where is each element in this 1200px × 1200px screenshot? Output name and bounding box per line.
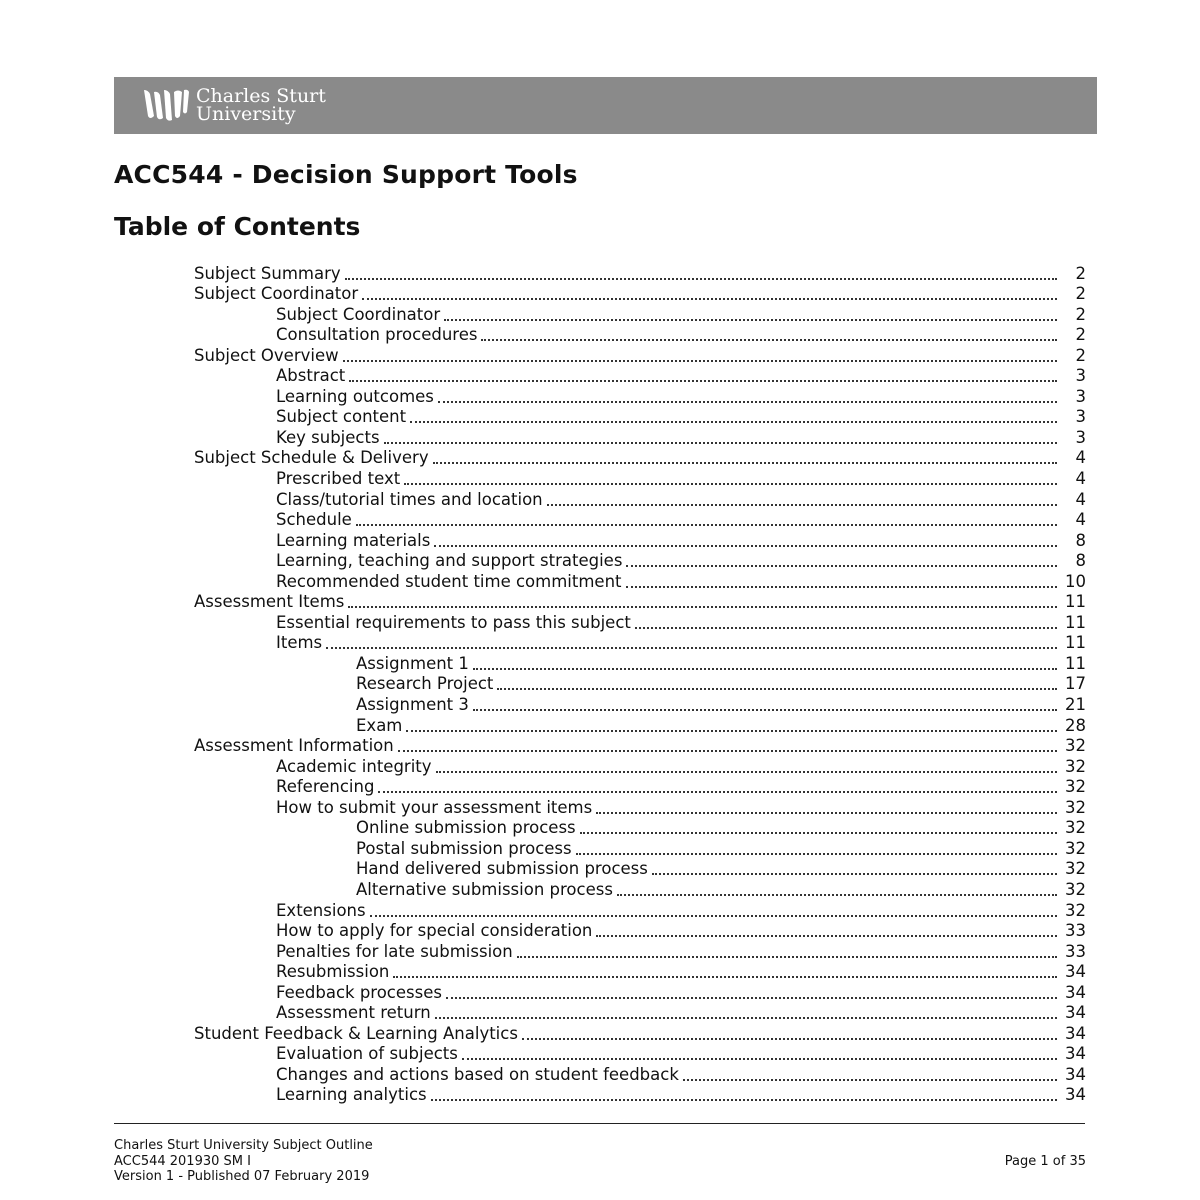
toc-entry-title[interactable]: Student Feedback & Learning Analytics — [194, 1023, 518, 1043]
toc-entry-title[interactable]: Consultation procedures — [276, 325, 478, 345]
toc-entry-title[interactable]: Research Project — [356, 674, 494, 694]
toc-entry-page[interactable]: 32 — [1065, 900, 1086, 920]
toc-entry-title[interactable]: Subject Coordinator — [194, 284, 359, 304]
toc-entry-page[interactable]: 8 — [1075, 551, 1086, 571]
toc-dot-leader — [683, 1079, 1057, 1081]
toc-dot-leader — [617, 894, 1057, 896]
toc-entry-title[interactable]: Subject Coordinator — [276, 304, 441, 324]
toc-entry[interactable] — [0, 489, 1200, 510]
toc-dot-leader — [362, 298, 1057, 300]
toc-entry[interactable] — [0, 263, 1200, 284]
toc-entry[interactable] — [0, 551, 1200, 572]
toc-entry[interactable] — [0, 1064, 1200, 1085]
toc-entry-title[interactable]: Learning, teaching and support strategies — [276, 551, 623, 571]
footer-divider — [114, 1123, 1085, 1124]
toc-entry-page[interactable]: 28 — [1065, 715, 1086, 735]
toc-entry-page[interactable]: 3 — [1075, 386, 1086, 406]
toc-entry[interactable] — [0, 510, 1200, 531]
toc-entry-page[interactable]: 2 — [1075, 345, 1086, 365]
toc-dot-leader — [517, 956, 1057, 958]
toc-entry-title[interactable]: Items — [276, 633, 323, 653]
university-name-line1: Charles Sturt — [196, 85, 326, 107]
toc-entry[interactable] — [0, 366, 1200, 387]
toc-dot-leader — [497, 688, 1057, 690]
toc-dot-leader — [434, 545, 1057, 547]
toc-entry-title[interactable]: How to submit your assessment items — [276, 797, 593, 817]
toc-entry[interactable] — [0, 859, 1200, 880]
header-banner — [114, 77, 1097, 134]
toc-entry-title[interactable]: Key subjects — [276, 427, 380, 447]
toc-entry-page[interactable]: 4 — [1075, 469, 1086, 489]
toc-entry-page[interactable]: 34 — [1065, 962, 1086, 982]
toc-entry-page[interactable]: 32 — [1065, 859, 1086, 879]
toc-entry-title[interactable]: Hand delivered submission process — [356, 859, 648, 879]
toc-entry-title[interactable]: Essential requirements to pass this subject — [276, 612, 631, 632]
toc-entry[interactable] — [0, 633, 1200, 654]
toc-dot-leader — [580, 832, 1057, 834]
toc-entry-title[interactable]: Assessment return — [276, 1003, 431, 1023]
toc-dot-leader — [473, 709, 1057, 711]
toc-dot-leader — [404, 483, 1057, 485]
toc-entry-title[interactable]: Subject Summary — [194, 263, 341, 283]
toc-entry-page[interactable]: 2 — [1075, 325, 1086, 345]
toc-entry[interactable] — [0, 530, 1200, 551]
toc-entry[interactable] — [0, 386, 1200, 407]
toc-entry[interactable] — [0, 653, 1200, 674]
toc-entry-title[interactable]: How to apply for special consideration — [276, 921, 593, 941]
toc-dot-leader — [481, 339, 1057, 341]
toc-entry-title[interactable]: Feedback processes — [276, 982, 442, 1002]
toc-dot-leader — [378, 791, 1057, 793]
toc-entry-page[interactable]: 33 — [1065, 941, 1086, 961]
toc-entry-page[interactable]: 11 — [1065, 612, 1086, 632]
toc-entry-title[interactable]: Learning materials — [276, 530, 431, 550]
toc-dot-leader — [596, 935, 1057, 937]
toc-entry-page[interactable]: 17 — [1065, 674, 1086, 694]
toc-entry[interactable] — [0, 1044, 1200, 1065]
university-name — [196, 87, 326, 123]
toc-heading: Table of Contents — [114, 212, 361, 241]
toc-entry-page[interactable]: 32 — [1065, 777, 1086, 797]
toc-entry[interactable] — [0, 325, 1200, 346]
page-number: Page 1 of 35 — [1004, 1154, 1086, 1169]
toc-entry-title[interactable]: Referencing — [276, 777, 375, 797]
toc-dot-leader — [576, 853, 1057, 855]
toc-dot-leader — [652, 873, 1057, 875]
toc-entry-page[interactable]: 4 — [1075, 448, 1086, 468]
toc-entry-title[interactable]: Subject Schedule & Delivery — [194, 448, 429, 468]
toc-entry[interactable] — [0, 345, 1200, 366]
toc-entry-page[interactable]: 32 — [1065, 797, 1086, 817]
toc-entry-title[interactable]: Online submission process — [356, 818, 576, 838]
toc-entry[interactable] — [0, 941, 1200, 962]
toc-entry[interactable] — [0, 962, 1200, 983]
toc-dot-leader — [356, 524, 1057, 526]
toc-dot-leader — [596, 812, 1057, 814]
toc-entry[interactable] — [0, 284, 1200, 305]
toc-entry-title[interactable]: Assignment 3 — [356, 695, 469, 715]
toc-entry-page[interactable]: 34 — [1065, 1085, 1086, 1105]
toc-dot-leader — [431, 1099, 1057, 1101]
toc-entry[interactable] — [0, 818, 1200, 839]
toc-entry[interactable] — [0, 715, 1200, 736]
footer-info — [114, 1138, 373, 1185]
toc-entry[interactable] — [0, 900, 1200, 921]
toc-entry[interactable] — [0, 674, 1200, 695]
toc-dot-leader — [547, 504, 1057, 506]
toc-entry-page[interactable]: 8 — [1075, 530, 1086, 550]
toc-entry[interactable] — [0, 468, 1200, 489]
toc-entry-page[interactable]: 4 — [1075, 489, 1086, 509]
toc-entry-title[interactable]: Recommended student time commitment — [276, 571, 622, 591]
toc-entry[interactable] — [0, 777, 1200, 798]
toc-entry[interactable] — [0, 407, 1200, 428]
toc-entry[interactable] — [0, 921, 1200, 942]
toc-entry-page[interactable]: 11 — [1065, 592, 1086, 612]
toc-entry-page[interactable]: 32 — [1065, 879, 1086, 899]
toc-entry-page[interactable]: 21 — [1065, 695, 1086, 715]
toc-entry-page[interactable]: 2 — [1075, 284, 1086, 304]
toc-entry-page[interactable]: 3 — [1075, 366, 1086, 386]
toc-dot-leader — [410, 421, 1057, 423]
footer-line-outline: Charles Sturt University Subject Outline — [114, 1138, 373, 1153]
toc-entry-title[interactable]: Postal submission process — [356, 838, 572, 858]
toc-entry[interactable] — [0, 304, 1200, 325]
toc-entry-title[interactable]: Abstract — [276, 366, 346, 386]
toc-dot-leader — [626, 586, 1057, 588]
toc-entry-title[interactable]: Evaluation of subjects — [276, 1044, 458, 1064]
toc-dot-leader — [438, 401, 1057, 403]
toc-dot-leader — [345, 278, 1057, 280]
toc-entry-page[interactable]: 3 — [1075, 407, 1086, 427]
toc-entry[interactable] — [0, 612, 1200, 633]
toc-dot-leader — [384, 442, 1057, 444]
toc-entry-title[interactable]: Alternative submission process — [356, 879, 613, 899]
toc-entry-title[interactable]: Changes and actions based on student feedback — [276, 1064, 679, 1084]
toc-entry-page[interactable]: 11 — [1065, 653, 1086, 673]
toc-entry-title[interactable]: Subject content — [276, 407, 407, 427]
toc-entry-page[interactable]: 34 — [1065, 982, 1086, 1002]
toc-dot-leader — [398, 750, 1057, 752]
toc-dot-leader — [349, 380, 1057, 382]
toc-dot-leader — [444, 319, 1057, 321]
toc-entry-title[interactable]: Academic integrity — [276, 756, 432, 776]
toc-entry-page[interactable]: 2 — [1075, 304, 1086, 324]
toc-entry[interactable] — [0, 1085, 1200, 1106]
toc-entry-title[interactable]: Prescribed text — [276, 469, 401, 489]
toc-entry-page[interactable]: 4 — [1075, 510, 1086, 530]
toc-entry-title[interactable]: Schedule — [276, 510, 352, 530]
csu-logo-icon — [142, 86, 190, 124]
toc-dot-leader — [433, 462, 1057, 464]
toc-entry-title[interactable]: Assessment Items — [194, 592, 345, 612]
subject-title: ACC544 - Decision Support Tools — [114, 160, 578, 189]
toc-entry[interactable] — [0, 797, 1200, 818]
toc-dot-leader — [370, 915, 1057, 917]
toc-entry-page[interactable]: 33 — [1065, 921, 1086, 941]
toc-entry[interactable] — [0, 879, 1200, 900]
toc-dot-leader — [326, 647, 1057, 649]
footer-line-version: Version 1 - Published 07 February 2019 — [114, 1169, 370, 1184]
toc-entry-title[interactable]: Learning analytics — [276, 1085, 427, 1105]
toc-dot-leader — [406, 730, 1057, 732]
toc-dot-leader — [473, 668, 1057, 670]
toc-entry-page[interactable]: 34 — [1065, 1003, 1086, 1023]
toc-entry-page[interactable]: 2 — [1075, 263, 1086, 283]
toc-entry-page[interactable]: 10 — [1065, 571, 1086, 591]
toc-entry-title[interactable]: Exam — [356, 715, 403, 735]
toc-entry-page[interactable]: 32 — [1065, 838, 1086, 858]
toc-dot-leader — [522, 1038, 1057, 1040]
toc-dot-leader — [436, 771, 1057, 773]
toc-entry-title[interactable]: Assignment 1 — [356, 653, 469, 673]
toc-entry[interactable] — [0, 1023, 1200, 1044]
toc-entry-page[interactable]: 11 — [1065, 633, 1086, 653]
toc-entry[interactable] — [0, 756, 1200, 777]
toc-entry[interactable] — [0, 571, 1200, 592]
toc-entry-page[interactable]: 34 — [1065, 1023, 1086, 1043]
toc-entry-title[interactable]: Resubmission — [276, 962, 390, 982]
toc-dot-leader — [435, 1017, 1057, 1019]
toc-dot-leader — [446, 997, 1057, 999]
toc-entry-title[interactable]: Extensions — [276, 900, 366, 920]
toc-entry[interactable] — [0, 736, 1200, 757]
toc-entry-title[interactable]: Subject Overview — [194, 345, 339, 365]
toc-entry-title[interactable]: Learning outcomes — [276, 386, 434, 406]
toc-entry-title[interactable]: Class/tutorial times and location — [276, 489, 543, 509]
toc-entry-page[interactable]: 32 — [1065, 736, 1086, 756]
toc-entry-page[interactable]: 3 — [1075, 427, 1086, 447]
toc-dot-leader — [635, 627, 1057, 629]
toc-entry[interactable] — [0, 982, 1200, 1003]
university-name-line2: University — [196, 103, 296, 125]
toc-entry-title[interactable]: Assessment Information — [194, 736, 394, 756]
toc-entry[interactable] — [0, 448, 1200, 469]
toc-entry[interactable] — [0, 1003, 1200, 1024]
toc-entry[interactable] — [0, 694, 1200, 715]
toc-entry[interactable] — [0, 427, 1200, 448]
toc-entry-page[interactable]: 34 — [1065, 1064, 1086, 1084]
toc-dot-leader — [626, 565, 1057, 567]
toc-entry[interactable] — [0, 838, 1200, 859]
toc-entry-page[interactable]: 32 — [1065, 756, 1086, 776]
footer-line-code: ACC544 201930 SM I — [114, 1153, 251, 1169]
table-of-contents — [0, 263, 1200, 1105]
toc-dot-leader — [393, 976, 1057, 978]
toc-dot-leader — [462, 1058, 1057, 1060]
toc-entry-page[interactable]: 34 — [1065, 1044, 1086, 1064]
toc-entry-title[interactable]: Penalties for late submission — [276, 941, 513, 961]
toc-entry[interactable] — [0, 592, 1200, 613]
toc-dot-leader — [348, 606, 1057, 608]
toc-dot-leader — [343, 360, 1057, 362]
university-logo — [142, 86, 326, 124]
toc-entry-page[interactable]: 32 — [1065, 818, 1086, 838]
